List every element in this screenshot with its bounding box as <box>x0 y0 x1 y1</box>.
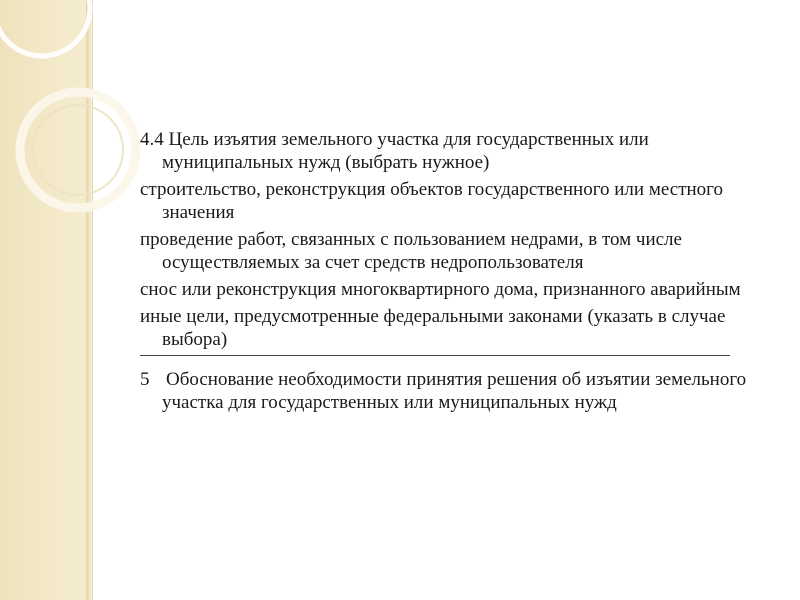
option-demolition: снос или реконструкция многоквартирного дома, признанного аварийным <box>140 279 741 300</box>
option-subsoil-use: проведение работ, связанных с пользованием недрами, в том числе осуществляемых за счет средств недропользователя <box>140 229 682 273</box>
option-construction: строительство, реконструкция объектов государственного или местного значения <box>140 179 723 223</box>
option-other-purposes: иные цели, предусмотренные федеральными законами (указать в случае выбора) <box>140 306 726 350</box>
section-4-4-heading: 4.4 Цель изъятия земельного участка для государственных или муниципальных нужд (выбрать нужное) <box>140 129 649 173</box>
section-5 <box>140 368 765 414</box>
section-5-text: Обоснование необходимости принятия решения об изъятии земельного участка для государственных или муниципальных нужд <box>162 369 747 413</box>
document-body <box>140 128 765 414</box>
blank-fill-line <box>140 355 730 356</box>
section-5-number: 5 <box>140 369 150 390</box>
